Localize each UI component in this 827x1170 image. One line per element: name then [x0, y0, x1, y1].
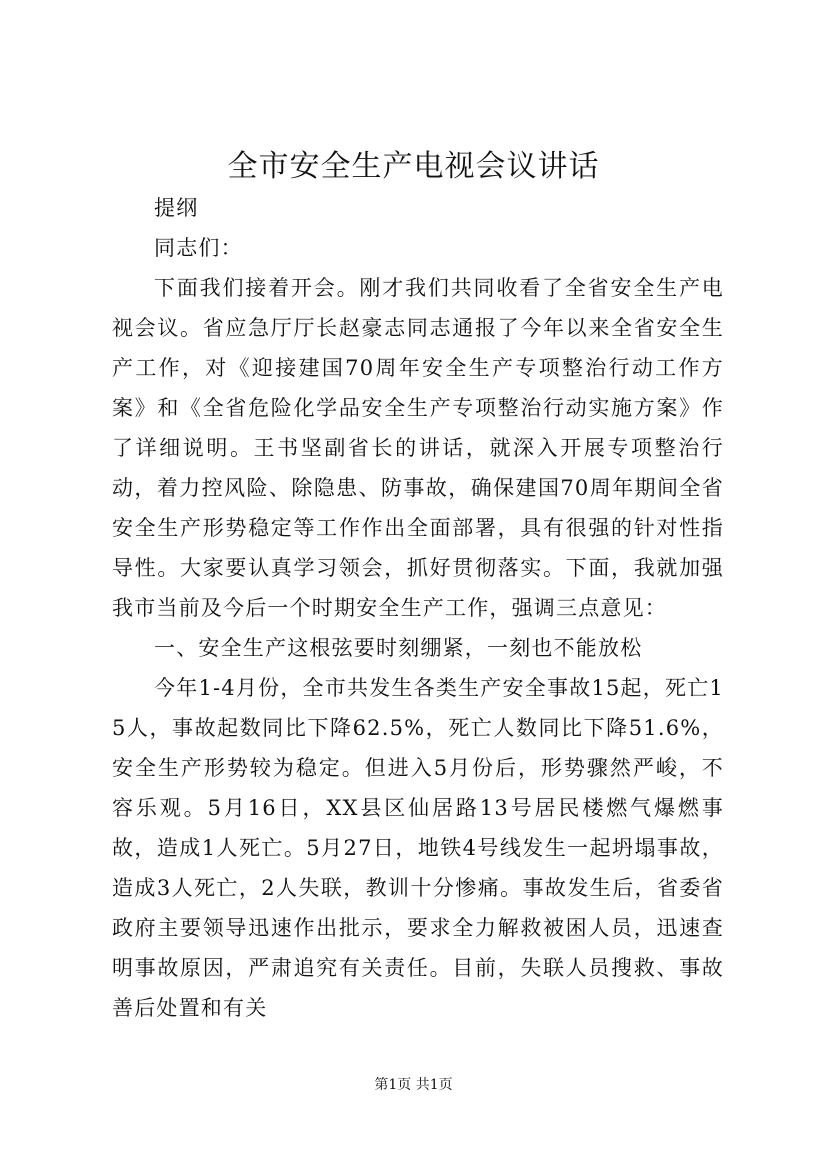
document-title: 全市安全生产电视会议讲话 [227, 149, 600, 184]
document-body [112, 188, 724, 1028]
section-heading-1: 一、安全生产这根弦要时刻绷紧，一刻也不能放松 [154, 636, 643, 660]
page-footer: 第1页 共1页 [374, 1077, 453, 1093]
paragraph-section-1: 今年1-4月份，全市共发生各类生产安全事故15起，死亡15人，事故起数同比下降62.5%，死亡人数同比下降51.6%，安全生产形势较为稳定。但进入5月份后，形势骤然严峻，不容乐观。5月16日，XX县区仙居路13号居民楼燃气爆燃事故，造成1人死亡。5月27日，地铁4号线发生一起坍塌事故，造成3人死亡，2人失联，教训十分惨痛。事故发生后，省委省政府主要领导迅速作出批示，要求全力解救被困人员，迅速查明事故原因，严肃追究有关责任。目前，失联人员搜救、事故善后处置和有关 [112, 676, 724, 1020]
paragraph-salutation: 同志们： [154, 236, 243, 260]
paragraph-intro: 下面我们接着开会。刚才我们共同收看了全省安全生产电视会议。省应急厅厅长赵豪志同志通报了今年以来全省安全生产工作，对《迎接建国70周年安全生产专项整治行动工作方案》和《全省危险化学品安全生产专项整治行动实施方案》作了详细说明。王书坚副省长的讲话，就深入开展专项整治行动，着力控风险、除隐患、防事故，确保建国70周年期间全省安全生产形势稳定等工作作出全面部署，具有很强的针对性指导性。大家要认真学习领会，抓好贯彻落实。下面，我就加强我市当前及今后一个时期安全生产工作，强调三点意见： [112, 276, 724, 620]
paragraph-outline: 提纲 [154, 196, 199, 220]
